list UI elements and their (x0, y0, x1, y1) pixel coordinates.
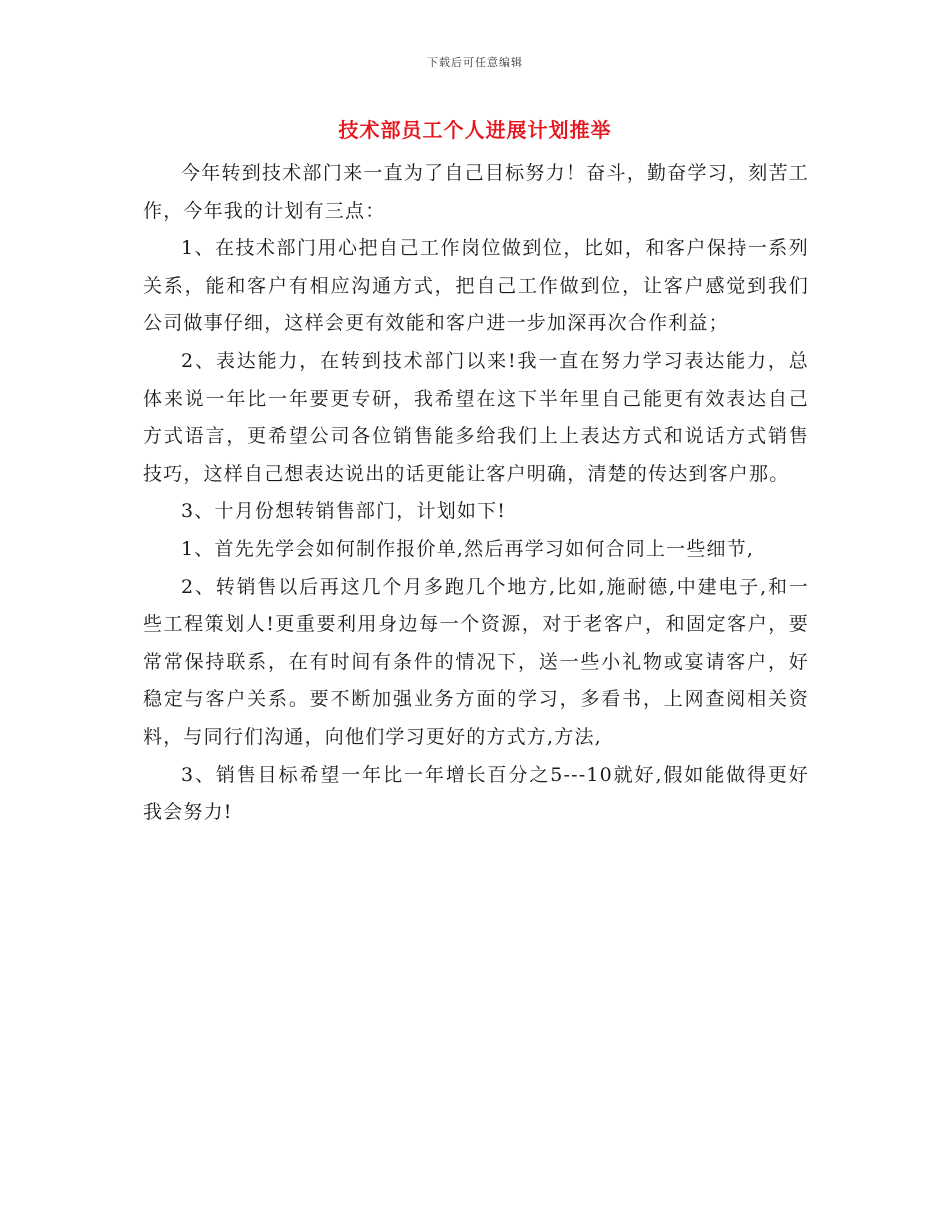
paragraph-point-1: 1、在技术部门用心把自己工作岗位做到位，比如，和客户保持一系列关系，能和客户有相应沟通方式，把自己工作做到位，让客户感觉到我们公司做事仔细，这样会更有效能和客户进一步加深再次合作利益； (143, 237, 809, 335)
paragraph-sub-2: 2、转销售以后再这几个月多跑几个地方,比如,施耐德,中建电子,和一些工程策划人!更重要利用身边每一个资源，对于老客户，和固定客户，要常常保持联系，在有时间有条件的情况下，送一些小礼物或宴请客户，好稳定与客户关系。要不断加强业务方面的学习，多看书，上网查阅相关资料，与同行们沟通，向他们学习更好的方式方,方法, (143, 575, 809, 748)
paragraph-sub-1: 1、首先先学会如何制作报价单,然后再学习如何合同上一些细节, (181, 537, 755, 560)
document-title: 技术部员工个人进展计划推举 (338, 118, 612, 142)
paragraph-intro: 今年转到技术部门来一直为了自己目标努力！奋斗，勤奋学习，刻苦工作，今年我的计划有三点： (143, 162, 809, 222)
paragraph-sub-3: 3、销售目标希望一年比一年增长百分之5---10就好,假如能做得更好我会努力! (143, 763, 809, 824)
paragraph-point-2: 2、表达能力，在转到技术部门以来!我一直在努力学习表达能力，总体来说一年比一年要更专研，我希望在这下半年里自己能更有效表达自己方式语言，更希望公司各位销售能多给我们上上表达方式和说话方式销售技巧，这样自己想表达说出的话更能让客户明确，清楚的传达到客户那。 (143, 349, 809, 485)
document-body (143, 155, 809, 832)
paragraph-point-3: 3、十月份想转销售部门，计划如下! (181, 500, 507, 523)
header-note: 下载后可任意编辑 (427, 56, 523, 69)
